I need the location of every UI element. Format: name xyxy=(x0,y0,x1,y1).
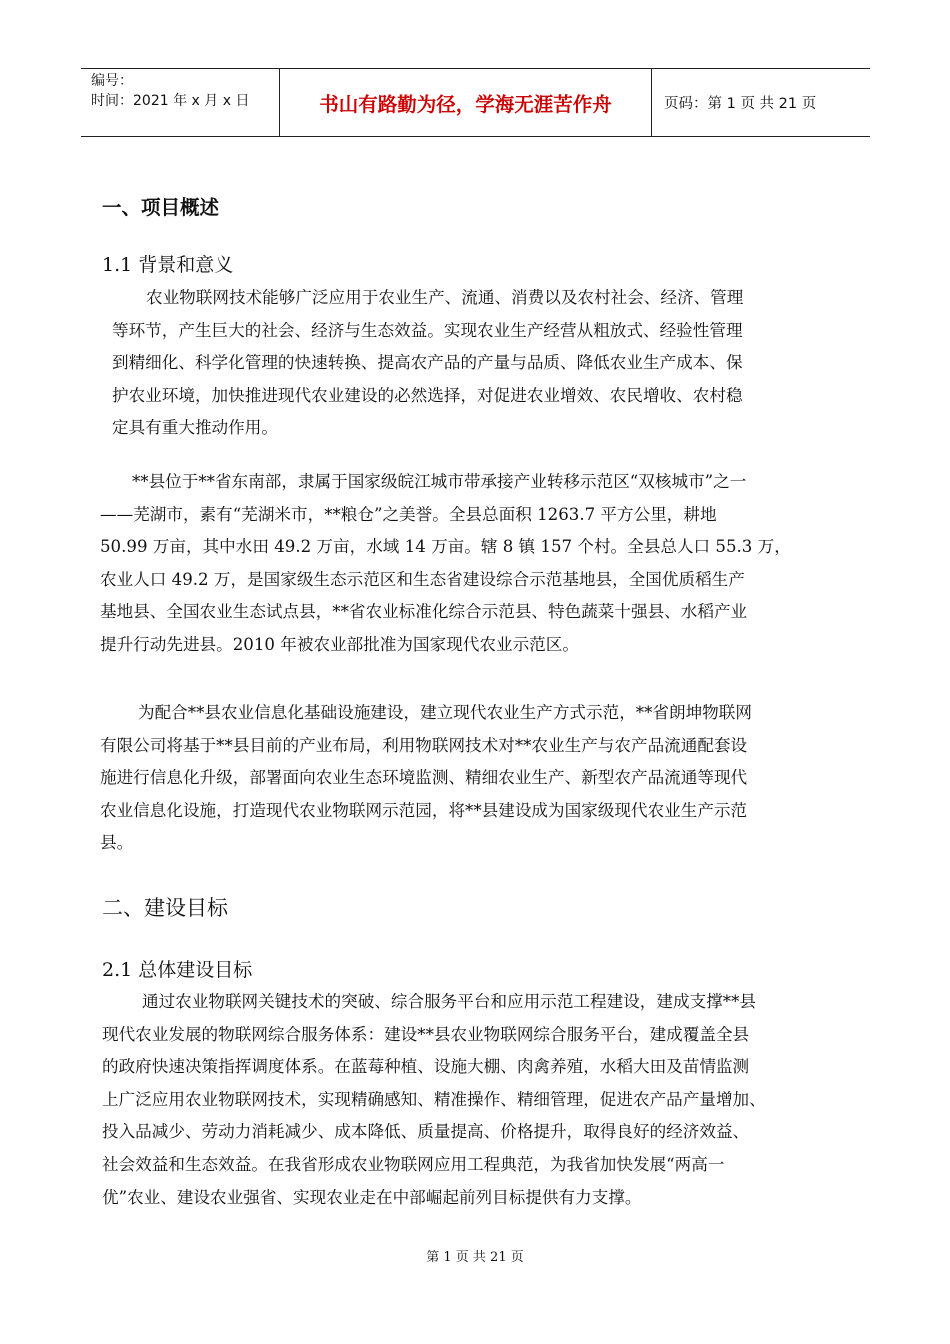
paragraph-line: 现代农业发展的物联网综合服务体系：建设**县农业物联网综合服务平台，建成覆盖全县 xyxy=(102,1024,750,1044)
paragraph-line: 基地县、全国农业生态试点县，**省农业标准化综合示范县、特色蔬菜十强县、水稻产业 xyxy=(100,602,748,622)
paragraph-overall-goal xyxy=(102,986,766,1214)
paragraph-line: 农业人口 49.2 万，是国家级生态示范区和生态省建设综合示范基地县，全国优质稻生产 xyxy=(100,569,745,589)
paragraph-line: 农业物联网技术能够广泛应用于农业生产、流通、消费以及农村社会、经济、管理 xyxy=(146,288,744,307)
paragraph-line: ——芜湖市，素有“芜湖米市，**粮仓”之美誉。全县总面积 1263.7 平方公里，耕地 xyxy=(100,504,717,524)
paragraph-line: 提升行动先进县。2010 年被农业部批准为国家现代农业示范区。 xyxy=(100,634,579,654)
paragraph-line: 优”农业、建设农业强省、实现农业走在中部崛起前列目标提供有力支撑。 xyxy=(102,1187,642,1207)
paragraph-line: 50.99 万亩，其中水田 49.2 万亩，水域 14 万亩。辖 8 镇 157 个村。全县总人口 55.3 万， xyxy=(100,537,791,557)
header-page-info: 页码：第 1 页 共 21 页 xyxy=(664,96,817,112)
paragraph-project-plan xyxy=(100,697,752,860)
paragraph-line: 为配合**县农业信息化基础设施建设，建立现代农业生产方式示范，**省朗坤物联网 xyxy=(138,703,752,722)
paragraph-line: 县。 xyxy=(100,833,134,853)
paragraph-county-profile xyxy=(100,466,791,662)
paragraph-line: 定具有重大推动作用。 xyxy=(112,418,278,438)
section-1-1-title: 1.1 背景和意义 xyxy=(102,254,234,276)
header-meta xyxy=(81,69,280,136)
paragraph-line: 护农业环境，加快推进现代农业建设的必然选择，对促进农业增效、农民增收、农村稳 xyxy=(112,385,743,405)
document-time-label: 时间：2021 年 x 月 x 日 xyxy=(91,93,250,109)
header-motto: 书山有路勤为径，学海无涯苦作舟 xyxy=(280,69,652,136)
paragraph-line: 上广泛应用农业物联网技术，实现精确感知、精准操作、精细管理，促进农产品产量增加、 xyxy=(102,1089,766,1109)
paragraph-line: 投入品减少、劳动力消耗减少、成本降低、质量提高、价格提升，取得良好的经济效益、 xyxy=(102,1122,750,1142)
section-2-title: 二、建设目标 xyxy=(102,896,228,920)
paragraph-line: 社会效益和生态效益。在我省形成农业物联网应用工程典范，为我省加快发展“两高一 xyxy=(102,1154,725,1174)
paragraph-line: 农业信息化设施，打造现代农业物联网示范园，将**县建设成为国家级现代农业生产示范 xyxy=(100,800,748,820)
paragraph-background xyxy=(112,282,743,445)
paragraph-line: 等环节，产生巨大的社会、经济与生态效益。实现农业生产经营从粗放式、经验性管理 xyxy=(112,320,743,340)
paragraph-line: 通过农业物联网关键技术的突破、综合服务平台和应用示范工程建设，建成支撑**县 xyxy=(142,992,756,1011)
paragraph-line: 的政府快速决策指挥调度体系。在蓝莓种植、设施大棚、肉禽养殖，水稻大田及苗情监测 xyxy=(102,1057,750,1077)
section-1-title: 一、项目概述 xyxy=(102,196,220,219)
document-number-label: 编号： xyxy=(91,73,133,89)
paragraph-line: 有限公司将基于**县目前的产业布局，利用物联网技术对**农业生产与农产品流通配套设 xyxy=(100,735,748,755)
paragraph-line: 施进行信息化升级，部署面向农业生态环境监测、精细农业生产、新型农产品流通等现代 xyxy=(100,768,748,788)
paragraph-line: 到精细化、科学化管理的快速转换、提高农产品的产量与品质、降低农业生产成本、保 xyxy=(112,353,743,373)
page-footer: 第 1 页 共 21 页 xyxy=(426,1250,524,1265)
page-header xyxy=(81,68,870,137)
paragraph-line: **县位于**省东南部，隶属于国家级皖江城市带承接产业转移示范区“双核城市”之一 xyxy=(132,472,747,491)
section-2-1-title: 2.1 总体建设目标 xyxy=(102,959,253,981)
